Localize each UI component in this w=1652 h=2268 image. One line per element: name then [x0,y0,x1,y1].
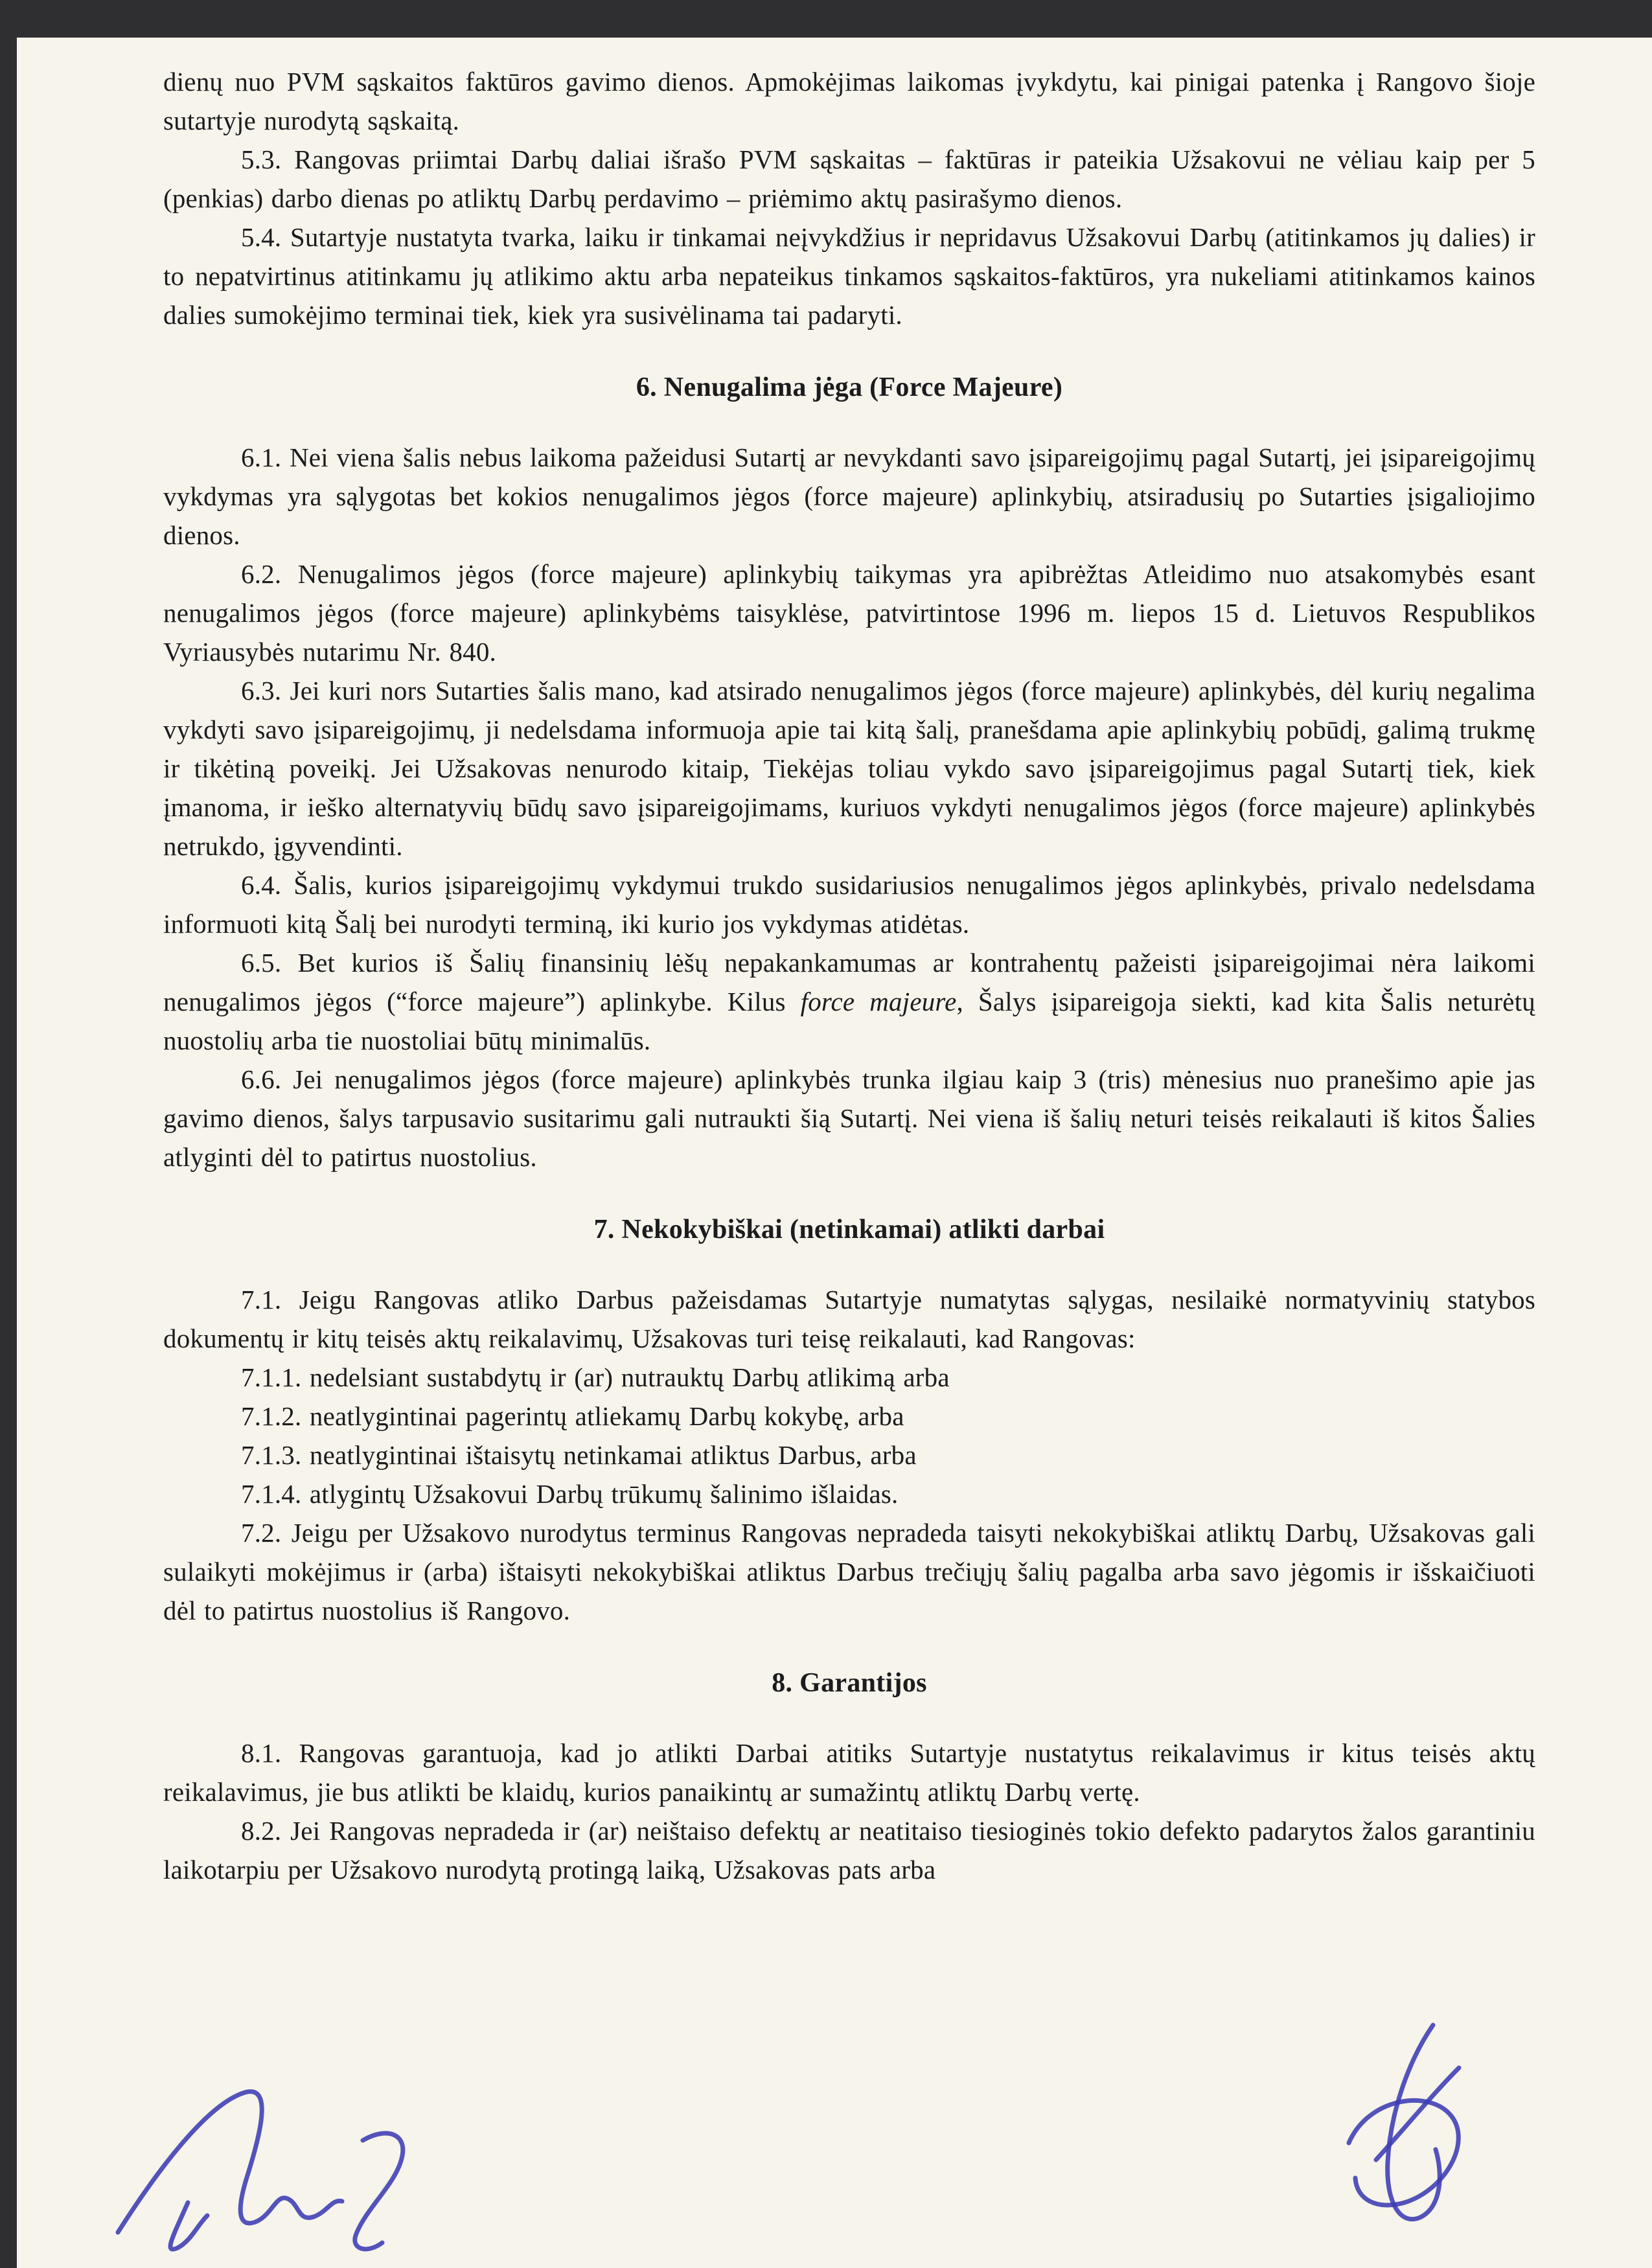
signature-right-stroke-loop [1349,2100,1458,2205]
paragraph-5-4: 5.4. Sutartyje nustatyta tvarka, laiku ir tinkamai neįvykdžius ir nepridavus Užsakovui Darbų (atitinkamos jų dalies) ir to nepatvirtinus atitinkamu jų atlikimo aktu arba nepateikus tinkamos sąskaitos-faktūros, yra nukeliami atitinkamos kainos dalies sumokėjimo terminai tiek, kiek yra susivėlinama tai padaryti. [163,222,1535,330]
paragraph-7-1-1: 7.1.1. nedelsiant sustabdytų ir (ar) nutrauktų Darbų atlikimą arba [241,1362,950,1392]
paragraph-7-1-4: 7.1.4. atlygintų Užsakovui Darbų trūkumų šalinimo išlaidas. [241,1479,899,1509]
paragraph-6-5 [163,943,1535,1060]
paragraph-6-1: 6.1. Nei viena šalis nebus laikoma pažeidusi Sutartį ar nevykdanti savo įsipareigojimų pagal Sutartį, jei įsipareigojimų vykdymas yra sąlygotas bet kokios nenugalimos jėgos (force majeure) aplinkybių, atsiradusių po Sutarties įsigaliojimo dienos. [163,442,1535,550]
signature-right-handwritten-ink [1306,2013,1487,2247]
paragraph-6-5-text-start: 6.5. Bet kurios iš Šalių finansinių lėšų nepakankamumas ar kontrahentų pažeisti įsipareigojimai nėra laikomi nenugalimos jėgos (“force majeure”) aplinkybe. Kilus [163,948,1535,1016]
section-heading-7-defective-works: 7. Nekokybiškai (netinkamai) atlikti darbai [593,1215,1105,1244]
scan-edge-left [0,0,17,2268]
paragraph-6-2: 6.2. Nenugalimos jėgos (force majeure) aplinkybių taikymas yra apibrėžtas Atleidimo nuo atsakomybės esant nenugalimos jėgos (force majeure) aplinkybėms taisyklėse, patvirtintose 1996 m. liepos 15 d. Lietuvos Respublikos Vyriausybės nutarimu Nr. 840. [163,559,1535,667]
force-majeure-italic-phrase: force majeure [800,987,957,1016]
scan-edge-top [0,0,1652,38]
paragraph-payment-continuation: dienų nuo PVM sąskaitos faktūros gavimo dienos. Apmokėjimas laikomas įvykdytu, kai pinigai patenka į Rangovo šioje sutartyje nurodytą sąskaitą. [163,67,1535,135]
paragraph-6-5-text-end: , Šalys įsipareigoja siekti, kad kita Šalis neturėtų nuostolių arba tie nuostoliai būtų minimalūs. [163,987,1535,1055]
signature-right-stroke-vertical [1388,2025,1440,2219]
signature-right-stroke-slash [1376,2068,1459,2160]
paragraph-7-1-2: 7.1.2. neatlygintinai pagerintų atliekamų Darbų kokybę, arba [241,1401,904,1431]
paragraph-6-3: 6.3. Jei kuri nors Sutarties šalis mano, kad atsirado nenugalimos jėgos (force majeure) aplinkybės, dėl kurių negalima vykdyti savo įsipareigojimų, ji nedelsdama informuoja apie tai kitą šalį, pranešdama apie aplinkybių pobūdį, galimą trukmę ir tikėtiną poveikį. Jei Užsakovas nenurodo kitaip, Tiekėjas toliau vykdo savo įsipareigojimus pagal Sutartį tiek, kiek įmanoma, ir ieško alternatyvių būdų savo įsipareigojimams, kuriuos vykdyti nenugalimos jėgos (force majeure) aplinkybės netrukdo, įgyvendinti. [163,676,1535,861]
paragraph-7-2: 7.2. Jeigu per Užsakovo nurodytus terminus Rangovas nepradeda taisyti nekokybiškai atliktų Darbų, Užsakovas gali sulaikyti mokėjimus ir (arba) ištaisyti nekokybiškai atliktus Darbus trečiųjų šalių pagalba arba savo jėgomis ir išskaičiuoti dėl to patirtus nuostolius iš Rangovo. [163,1518,1535,1625]
signature-left-stroke-main [118,2092,342,2232]
section-heading-6-force-majeure: 6. Nenugalima jėga (Force Majeure) [636,372,1063,402]
paragraph-8-2: 8.2. Jei Rangovas nepradeda ir (ar) neištaiso defektų ar neatitaiso tiesioginės tokio defekto padarytos žalos garantiniu laikotarpiu per Užsakovo nurodytą protingą laiką, Užsakovas pats arba [163,1816,1535,1884]
section-heading-8-guarantees: 8. Garantijos [772,1668,927,1698]
signature-left-handwritten-ink [109,2078,485,2260]
paragraph-7-1-3: 7.1.3. neatlygintinai ištaisytų netinkamai atliktus Darbus, arba [241,1440,917,1470]
signature-left-stroke-descender [170,2203,207,2249]
contract-page-body [163,62,1535,1889]
paragraph-7-1: 7.1. Jeigu Rangovas atliko Darbus pažeisdamas Sutartyje numatytas sąlygas, nesilaikė normatyvinių statybos dokumentų ir kitų teisės aktų reikalavimų, Užsakovas turi teisę reikalauti, kad Rangovas: [163,1285,1535,1353]
paragraph-5-3: 5.3. Rangovas priimtai Darbų daliai išrašo PVM sąskaitas – faktūras ir pateikia Užsakovui ne vėliau kaip per 5 (penkias) darbo dienas po atliktų Darbų perdavimo – priėmimo aktų pasirašymo dienos. [163,144,1535,213]
signature-left-stroke-flourish [355,2133,403,2249]
paragraph-6-4: 6.4. Šalis, kurios įsipareigojimų vykdymui trukdo susidariusios nenugalimos jėgos aplinkybės, privalo nedelsdama informuoti kitą Šalį bei nurodyti terminą, iki kurio jos vykdymas atidėtas. [163,870,1535,939]
paragraph-8-1: 8.1. Rangovas garantuoja, kad jo atlikti Darbai atitiks Sutartyje nustatytus reikalavimus ir kitus teisės aktų reikalavimus, jie bus atlikti be klaidų, kurios panaikintų ar sumažintų atliktų Darbų vertę. [163,1738,1535,1807]
paragraph-6-6: 6.6. Jei nenugalimos jėgos (force majeure) aplinkybės trunka ilgiau kaip 3 (tris) mėnesius nuo pranešimo apie jas gavimo dienos, šalys tarpusavio susitarimu gali nutraukti šią Sutartį. Nei viena iš šalių neturi teisės reikalauti iš kitos Šalies atlyginti dėl to patirtus nuostolius. [163,1064,1535,1172]
